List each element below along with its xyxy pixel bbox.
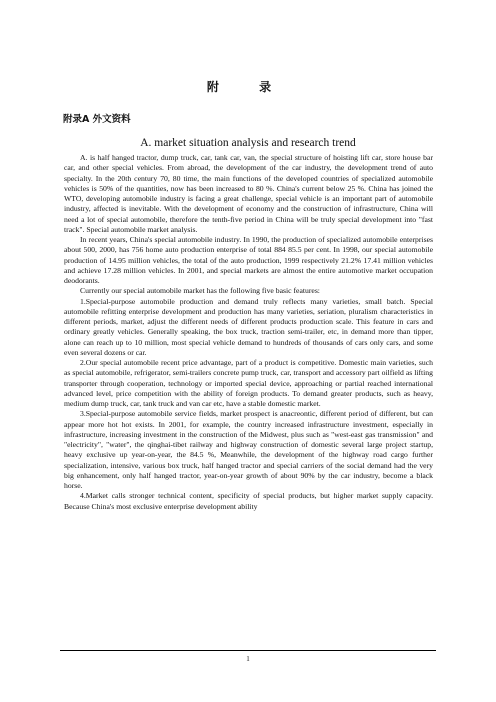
page-number: 1 <box>246 655 250 663</box>
footer-rule <box>60 650 436 651</box>
appendix-subtitle: 附录A 外文资料 <box>63 114 131 125</box>
appendix-title: 附 录 <box>206 80 290 94</box>
paragraph: 4.Market calls stronger technical content, specificity of special products, but higher market supply capacity. Because China's most exclusive enterprise development ability <box>64 491 433 511</box>
article-body <box>64 153 433 512</box>
paragraph: In recent years, China's special automobile industry. In 1990, the production of specialized automobile enterprises about 500, 2000, has 756 home auto production enterprise of total 884 85.5 per cent. In 1998, our special automobile production of 14.95 million vehicles, the total of the auto production, 1999 respectively 21.2% 17.41 million vehicles and achieve 17.28 million vehicles. In 2001, and special markets are almost the entire automotive market occupation deodorants. <box>64 235 433 285</box>
paragraph: 1.Special-purpose automobile production and demand truly reflects many varieties, small batch. Special automobile refitting enterprise development and production has many varieties, seriation, pluralism characteristics in different periods, market, adjust the different needs of different products production scale. This feature in cars and ordinary greatly vehicles. Generally speaking, the box truck, traction semi-trailer, etc, in demand more than tipper, alone can reach up to 10 million, most special vehicle demand to hundreds of thousands of cars only cars, and some even several dozens or car. <box>64 296 433 357</box>
paragraph: A. is half hanged tractor, dump truck, car, tank car, van, the special structure of hoisting lift car, store house bar car, and other special vehicles. From abroad, the development of the car industry, the development trend of auto specialty. In the 20th century 70, 80 time, the main functions of the developed countries of specialized automobile vehicles is 50% of the quantities, now has been increased to 80 %. China's current below 25 %. China has joined the WTO, developing automobile industry is facing a great challenge, special vehicle is an important part of automobile industry, affected is inevitable. With the development of economy and the construction of infrastructure, China will need a lot of special automobile, therefore the tenth-five period in China will be truly special development into "fast track". Special automobile market analysis. <box>64 153 433 234</box>
paragraph: 2.Our special automobile recent price advantage, part of a product is competitive. Domestic main varieties, such as special automobile, refrigerator, semi-trailers concrete pump truck, car, transport and accessory part oilfield as lifting transporter through cooperation, technology or imported special device, approaching or partial reached international advanced level, price competition with the ability of foreign products. To demand greater products, such as heavy, medium dump truck, car, tank truck and van car etc, have a stable domestic market. <box>64 358 433 408</box>
paragraph: Currently our special automobile market has the following five basic features: <box>80 286 320 296</box>
paragraph: 3.Special-purpose automobile service fields, market prospect is anacreontic, different period of different, but can appear more hot hot exists. In 2001, for example, the country increased infrastructure investment, especially in infrastructure, increasing investment in the construction of the Midwest, plus such as "west-east gas transmission" and "electricity", "water", the qinghai-tibet railway and highway construction of domestic several large project startup, heavy exclusive up year-on-year, the 84.5 %, Meanwhile, the development of the highway road cargo further specialization, intensive, various box truck, half hanged tractor and special carriers of the social demand had the very big enhancement, only half hanged tractor, year-on-year growth of about 90% by the car industry, become a black horse. <box>64 409 433 490</box>
article-heading: A. market situation analysis and research trend <box>140 137 356 149</box>
